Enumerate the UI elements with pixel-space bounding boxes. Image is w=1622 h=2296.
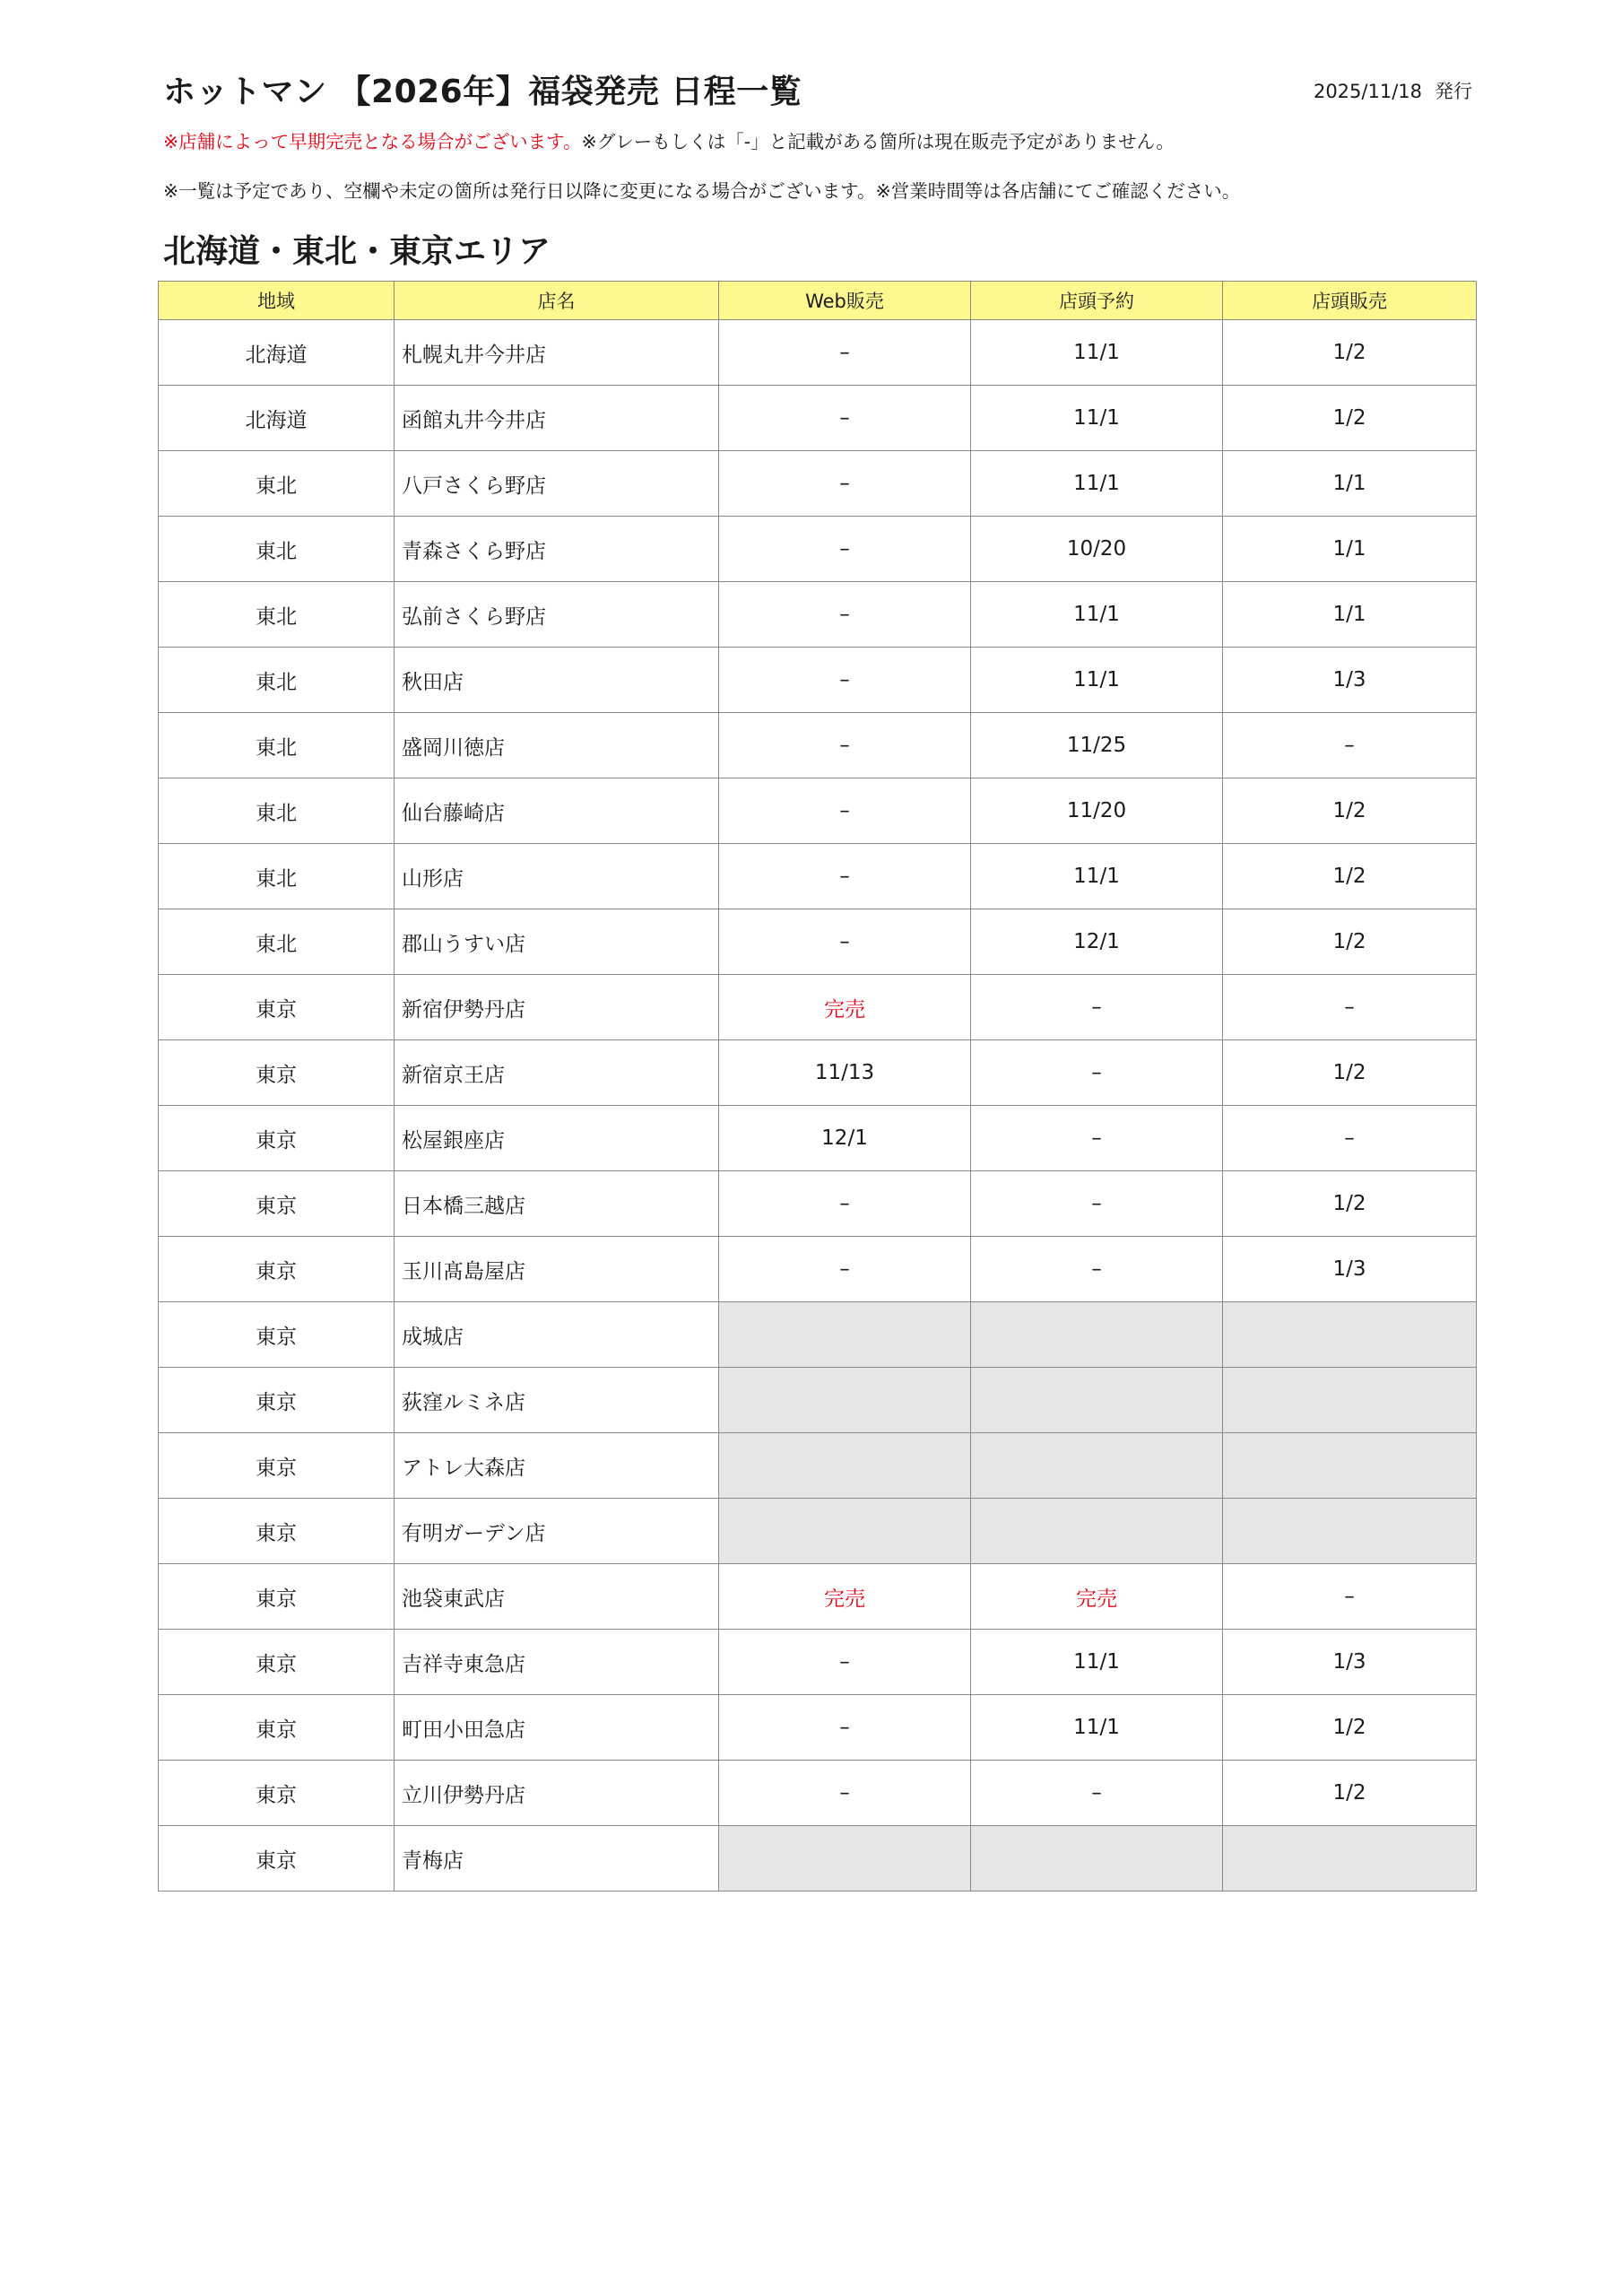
web-sale-cell: – [719,909,971,975]
web-sale-cell: – [719,648,971,713]
note-line-2: ※一覧は予定であり、空欄や未定の箇所は発行日以降に変更になる場合がございます。※営業時間等は各店舗にてご確認ください。 [163,180,1241,202]
table-row [159,1433,1477,1499]
store-cell: 新宿伊勢丹店 [395,975,719,1040]
store-cell: 函館丸井今井店 [395,386,719,451]
store-cell: 新宿京王店 [395,1040,719,1106]
web-sale-cell: – [719,1761,971,1826]
store-sale-cell: 1/2 [1223,778,1477,844]
store-reservation-cell: 11/1 [971,386,1223,451]
table-row [159,909,1477,975]
web-sale-cell: – [719,713,971,778]
table-row [159,1106,1477,1171]
web-sale-cell [719,1433,971,1499]
web-sale-cell: – [719,386,971,451]
section-title: 北海道・東北・東京エリア [163,233,551,270]
store-cell: 弘前さくら野店 [395,582,719,648]
web-sale-cell: 11/13 [719,1040,971,1106]
area-cell: 東北 [159,451,395,517]
issue-date-label: 発行 [1435,81,1472,102]
store-sale-cell: 1/2 [1223,909,1477,975]
area-cell: 東京 [159,1040,395,1106]
store-cell: 池袋東武店 [395,1564,719,1630]
table-row [159,1695,1477,1761]
store-sale-cell: 1/3 [1223,1630,1477,1695]
store-reservation-cell [971,1302,1223,1368]
table-row [159,844,1477,909]
early-sellout-note: ※店舗によって早期完売となる場合がございます。 [163,131,582,152]
store-reservation-cell: 11/1 [971,844,1223,909]
area-cell: 東北 [159,909,395,975]
area-cell: 北海道 [159,386,395,451]
store-reservation-cell: – [971,1237,1223,1302]
store-sale-cell: 1/1 [1223,451,1477,517]
area-cell: 東京 [159,1237,395,1302]
table-row [159,1237,1477,1302]
store-sale-cell: – [1223,1106,1477,1171]
area-cell: 東京 [159,1171,395,1237]
web-sale-cell [719,1368,971,1433]
web-sale-cell: 完売 [719,1564,971,1630]
store-sale-cell [1223,1826,1477,1892]
table-body [159,320,1477,1892]
store-sale-cell: 1/1 [1223,582,1477,648]
area-cell: 東京 [159,1564,395,1630]
store-reservation-cell: – [971,975,1223,1040]
gray-cell-note: ※グレーもしくは「-」と記載がある箇所は現在販売予定がありません。 [581,131,1175,152]
store-cell: 荻窪ルミネ店 [395,1368,719,1433]
web-sale-cell: – [719,1237,971,1302]
area-cell: 東京 [159,975,395,1040]
store-sale-cell: – [1223,713,1477,778]
column-header-area: 地域 [159,282,395,320]
area-cell: 東北 [159,778,395,844]
store-sale-cell: – [1223,975,1477,1040]
web-sale-cell: – [719,1630,971,1695]
store-reservation-cell: 11/25 [971,713,1223,778]
web-sale-cell [719,1826,971,1892]
table-row [159,648,1477,713]
store-cell: 有明ガーデン店 [395,1499,719,1564]
document-header [163,66,1472,111]
table-row [159,1499,1477,1564]
store-cell: 吉祥寺東急店 [395,1630,719,1695]
table-row [159,1302,1477,1368]
area-cell: 東京 [159,1499,395,1564]
store-sale-cell: 1/3 [1223,648,1477,713]
store-sale-cell: 1/2 [1223,386,1477,451]
store-reservation-cell: 10/20 [971,517,1223,582]
store-sale-cell: 1/3 [1223,1237,1477,1302]
area-cell: 東京 [159,1826,395,1892]
table-row [159,1564,1477,1630]
store-cell: 仙台藤崎店 [395,778,719,844]
store-reservation-cell [971,1368,1223,1433]
store-cell: 町田小田急店 [395,1695,719,1761]
table-row [159,1826,1477,1892]
area-cell: 東京 [159,1630,395,1695]
area-cell: 東京 [159,1302,395,1368]
store-reservation-cell: 完売 [971,1564,1223,1630]
table-row [159,320,1477,386]
web-sale-cell: 完売 [719,975,971,1040]
store-cell: 盛岡川徳店 [395,713,719,778]
web-sale-cell: 12/1 [719,1106,971,1171]
store-sale-cell [1223,1499,1477,1564]
web-sale-cell: – [719,451,971,517]
table-row [159,1761,1477,1826]
table-header-row [159,282,1477,320]
store-cell: 松屋銀座店 [395,1106,719,1171]
area-cell: 東京 [159,1695,395,1761]
table-row [159,1630,1477,1695]
area-cell: 東北 [159,517,395,582]
store-reservation-cell: 11/1 [971,320,1223,386]
store-cell: 立川伊勢丹店 [395,1761,719,1826]
table-row [159,386,1477,451]
area-cell: 北海道 [159,320,395,386]
column-header-store: 店名 [395,282,719,320]
issue-date-value: 2025/11/18 [1313,81,1422,102]
area-cell: 東京 [159,1368,395,1433]
table-row [159,517,1477,582]
issue-date [1314,77,1472,104]
store-reservation-cell: 11/1 [971,1630,1223,1695]
store-sale-cell: 1/2 [1223,1761,1477,1826]
web-sale-cell: – [719,778,971,844]
area-cell: 東京 [159,1761,395,1826]
store-sale-cell: – [1223,1564,1477,1630]
store-sale-cell [1223,1368,1477,1433]
web-sale-cell: – [719,517,971,582]
store-sale-cell: 1/2 [1223,1040,1477,1106]
store-cell: 山形店 [395,844,719,909]
web-sale-cell: – [719,844,971,909]
area-cell: 東京 [159,1433,395,1499]
store-sale-cell: 1/2 [1223,320,1477,386]
store-cell: 青梅店 [395,1826,719,1892]
store-reservation-cell: 11/1 [971,451,1223,517]
store-cell: 八戸さくら野店 [395,451,719,517]
store-reservation-cell [971,1826,1223,1892]
column-header-web-sale: Web販売 [719,282,971,320]
store-reservation-cell: 11/20 [971,778,1223,844]
store-cell: 日本橋三越店 [395,1171,719,1237]
store-sale-cell: 1/1 [1223,517,1477,582]
column-header-store-reservation: 店頭予約 [971,282,1223,320]
area-cell: 東北 [159,844,395,909]
store-cell: 札幌丸井今井店 [395,320,719,386]
column-header-store-sale: 店頭販売 [1223,282,1477,320]
web-sale-cell: – [719,320,971,386]
store-reservation-cell: 11/1 [971,648,1223,713]
store-cell: 郡山うすい店 [395,909,719,975]
store-reservation-cell: 12/1 [971,909,1223,975]
schedule-table [158,281,1477,1892]
page-title: ホットマン 【2026年】福袋発売 日程一覧 [163,74,802,110]
store-sale-cell: 1/2 [1223,844,1477,909]
store-reservation-cell [971,1433,1223,1499]
table-row [159,1171,1477,1237]
table-row [159,1368,1477,1433]
table-row [159,778,1477,844]
web-sale-cell: – [719,1171,971,1237]
table-row [159,1040,1477,1106]
store-sale-cell [1223,1433,1477,1499]
web-sale-cell: – [719,582,971,648]
store-cell: 秋田店 [395,648,719,713]
store-sale-cell: 1/2 [1223,1171,1477,1237]
web-sale-cell: – [719,1695,971,1761]
store-reservation-cell: – [971,1171,1223,1237]
store-cell: アトレ大森店 [395,1433,719,1499]
web-sale-cell [719,1302,971,1368]
store-cell: 玉川髙島屋店 [395,1237,719,1302]
store-cell: 青森さくら野店 [395,517,719,582]
table-row [159,451,1477,517]
store-reservation-cell: 11/1 [971,582,1223,648]
store-reservation-cell: – [971,1040,1223,1106]
area-cell: 東北 [159,713,395,778]
table-row [159,582,1477,648]
store-sale-cell: 1/2 [1223,1695,1477,1761]
table-row [159,975,1477,1040]
store-reservation-cell: – [971,1761,1223,1826]
store-reservation-cell [971,1499,1223,1564]
note-line-1 [163,126,1175,153]
area-cell: 東京 [159,1106,395,1171]
table-row [159,713,1477,778]
store-reservation-cell: – [971,1106,1223,1171]
store-sale-cell [1223,1302,1477,1368]
area-cell: 東北 [159,648,395,713]
store-reservation-cell: 11/1 [971,1695,1223,1761]
area-cell: 東北 [159,582,395,648]
store-cell: 成城店 [395,1302,719,1368]
web-sale-cell [719,1499,971,1564]
